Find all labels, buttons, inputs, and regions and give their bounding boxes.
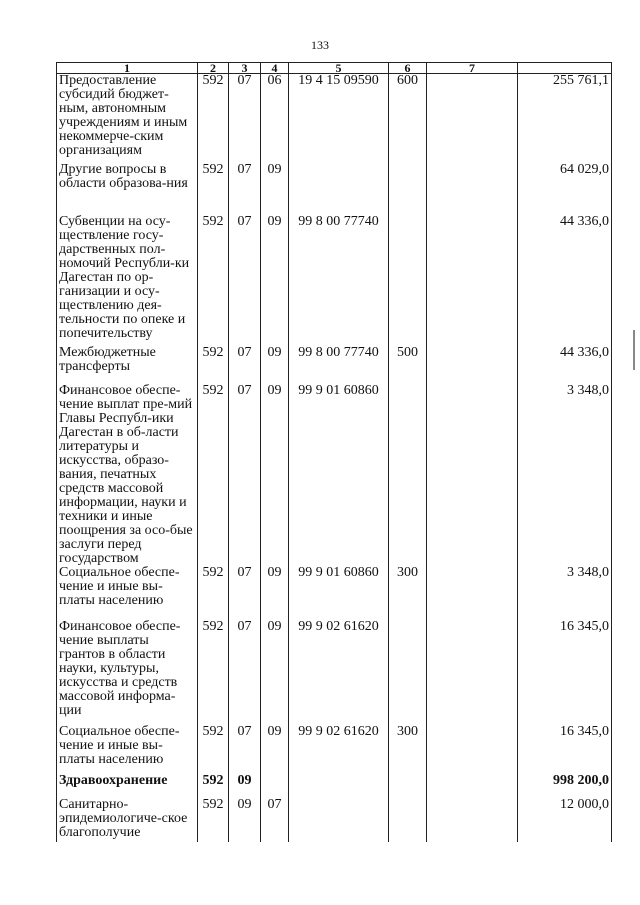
row-col-7-cell [427, 74, 518, 163]
table-row [57, 725, 612, 774]
row-col-7-cell [427, 384, 518, 566]
row-amount-cell: 44 336,0 [518, 346, 612, 384]
row-col-4-cell: 09 [261, 346, 289, 384]
row-name-cell: Субвенции на осу-ществление госу-дарственных пол-номочий Республи-ки Дагестан по ор-ганизации и осу-ществлению дея-тельности по опеке и попечительству [57, 215, 198, 346]
row-col-4-cell: 09 [261, 215, 289, 346]
row-amount-cell: 64 029,0 [518, 163, 612, 215]
row-col-5-cell: 99 9 02 61620 [289, 725, 389, 774]
row-col-6-cell [389, 774, 427, 798]
row-col-4-cell: 09 [261, 566, 289, 620]
row-col-2-cell: 592 [198, 384, 229, 566]
table-body [57, 74, 612, 842]
scan-mark [633, 330, 635, 370]
row-amount-cell: 12 000,0 [518, 798, 612, 842]
row-col-3-cell: 07 [229, 384, 261, 566]
row-col-2-cell: 592 [198, 774, 229, 798]
row-col-3-cell: 07 [229, 620, 261, 725]
row-col-5-cell [289, 163, 389, 215]
row-amount-cell: 44 336,0 [518, 215, 612, 346]
table-row [57, 163, 612, 215]
row-col-4-cell: 09 [261, 163, 289, 215]
row-col-5-cell: 99 8 00 77740 [289, 346, 389, 384]
row-col-2-cell: 592 [198, 74, 229, 163]
row-amount-cell: 16 345,0 [518, 620, 612, 725]
row-col-6-cell [389, 215, 427, 346]
row-col-5-cell: 99 9 01 60860 [289, 566, 389, 620]
row-col-4-cell: 07 [261, 798, 289, 842]
row-col-2-cell: 592 [198, 725, 229, 774]
row-col-5-cell: 99 9 02 61620 [289, 620, 389, 725]
row-col-4-cell [261, 774, 289, 798]
header-col-4: 4 [261, 63, 289, 74]
row-col-3-cell: 07 [229, 163, 261, 215]
header-col-5: 5 [289, 63, 389, 74]
row-amount-cell: 3 348,0 [518, 566, 612, 620]
table-row [57, 774, 612, 798]
row-col-5-cell: 99 9 01 60860 [289, 384, 389, 566]
row-name-cell: Другие вопросы в области образова-ния [57, 163, 198, 215]
row-col-2-cell: 592 [198, 566, 229, 620]
row-col-4-cell: 09 [261, 384, 289, 566]
row-amount-cell: 998 200,0 [518, 774, 612, 798]
row-col-2-cell: 592 [198, 620, 229, 725]
row-name-cell: Санитарно-эпидемиологиче-ское благополучие [57, 798, 198, 842]
header-col-1: 1 [57, 63, 198, 74]
table-row [57, 798, 612, 842]
row-name-cell: Предоставление субсидий бюджет-ным, автономным учреждениям и иным некоммерче-ским организациям [57, 74, 198, 163]
row-name-cell: Здравоохранение [57, 774, 198, 798]
row-col-6-cell [389, 384, 427, 566]
row-col-7-cell [427, 774, 518, 798]
table-row [57, 74, 612, 163]
row-col-4-cell: 09 [261, 725, 289, 774]
row-col-6-cell [389, 163, 427, 215]
row-col-7-cell [427, 346, 518, 384]
row-col-6-cell: 300 [389, 566, 427, 620]
row-col-5-cell: 19 4 15 09590 [289, 74, 389, 163]
row-col-7-cell [427, 566, 518, 620]
header-col-3: 3 [229, 63, 261, 74]
row-col-3-cell: 07 [229, 215, 261, 346]
table-row [57, 620, 612, 725]
row-col-3-cell: 09 [229, 774, 261, 798]
row-col-7-cell [427, 215, 518, 346]
table-row [57, 384, 612, 566]
row-col-7-cell [427, 163, 518, 215]
row-col-3-cell: 07 [229, 725, 261, 774]
row-amount-cell: 3 348,0 [518, 384, 612, 566]
row-col-6-cell: 600 [389, 74, 427, 163]
table-row [57, 346, 612, 384]
row-col-7-cell [427, 620, 518, 725]
row-col-2-cell: 592 [198, 215, 229, 346]
row-col-2-cell: 592 [198, 346, 229, 384]
table-row [57, 566, 612, 620]
row-amount-cell: 255 761,1 [518, 74, 612, 163]
row-col-6-cell [389, 798, 427, 842]
row-col-4-cell: 09 [261, 620, 289, 725]
header-col-6: 6 [389, 63, 427, 74]
row-col-6-cell: 300 [389, 725, 427, 774]
row-name-cell: Финансовое обеспе-чение выплаты грантов в области науки, культуры, искусства и средств массовой информа-ции [57, 620, 198, 725]
row-col-2-cell: 592 [198, 163, 229, 215]
budget-table [56, 62, 612, 842]
row-col-6-cell [389, 620, 427, 725]
row-col-7-cell [427, 725, 518, 774]
row-col-5-cell [289, 774, 389, 798]
row-col-5-cell [289, 798, 389, 842]
row-name-cell: Финансовое обеспе-чение выплат пре-мий Главы Республ-ики Дагестан в об-ласти литературы и искусства, образо-вания, печатных средств массовой информации, науки и техники и иные поощрения за осо-бые заслуги перед государством [57, 384, 198, 566]
row-col-4-cell: 06 [261, 74, 289, 163]
row-amount-cell: 16 345,0 [518, 725, 612, 774]
row-col-6-cell: 500 [389, 346, 427, 384]
row-name-cell: Межбюджетные трансферты [57, 346, 198, 384]
table-header-row [57, 63, 612, 74]
row-col-7-cell [427, 798, 518, 842]
header-col-2: 2 [198, 63, 229, 74]
header-col-7: 7 [427, 63, 518, 74]
row-col-3-cell: 07 [229, 74, 261, 163]
row-col-5-cell: 99 8 00 77740 [289, 215, 389, 346]
row-name-cell: Социальное обеспе-чение и иные вы-платы населению [57, 725, 198, 774]
page-number: 133 [311, 38, 329, 52]
row-col-3-cell: 07 [229, 346, 261, 384]
header-col-8 [518, 63, 612, 74]
row-col-3-cell: 07 [229, 566, 261, 620]
row-col-3-cell: 09 [229, 798, 261, 842]
table-row [57, 215, 612, 346]
row-name-cell: Социальное обеспе-чение и иные вы-платы населению [57, 566, 198, 620]
row-col-2-cell: 592 [198, 798, 229, 842]
